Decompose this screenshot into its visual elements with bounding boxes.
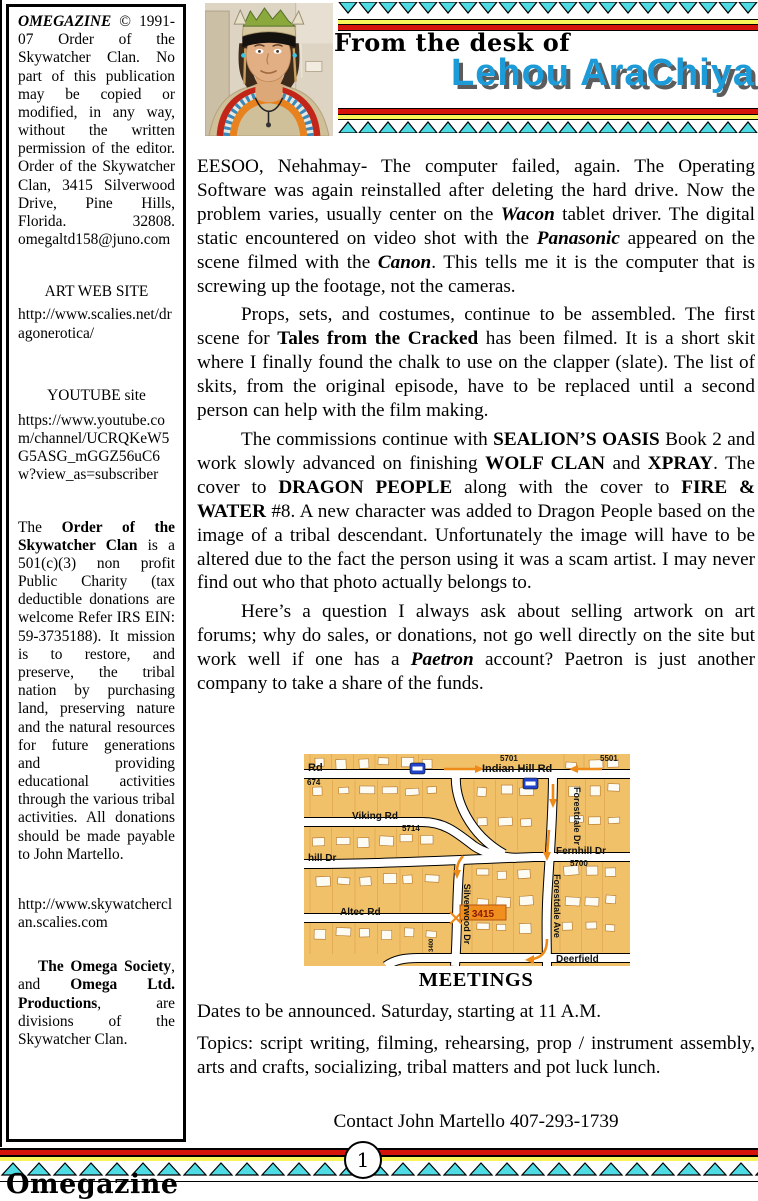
youtube-url: https://www.youtube.com/channel/UCRQKeW5G5ASG_mGGZ56uC6w?view_as=subscriber bbox=[18, 411, 170, 484]
map-label-fernhill-dr: Fernhill Dr bbox=[556, 846, 607, 857]
paragraph-commissions: The commissions continue with SEALION’S OASIS Book 2 and work slowly advanced on finishing WOLF CLAN and XPRAY. The cover to DRAGON PEOPLE along with the cover to FIRE & WATER #8. A new character was added to Dragon People based on the image of a tribal descendant. Unfortunately the image will have to be altered due to the fact the person using it was a scam artist. I may never find out who that photo actually belongs to. bbox=[197, 428, 755, 594]
sidebar bbox=[6, 4, 186, 1142]
map-label-forestdale-ave: Forestdale Ave bbox=[552, 874, 562, 938]
youtube-heading: YOUTUBE site bbox=[47, 386, 146, 404]
masthead-banner bbox=[334, 1, 758, 135]
map-label-hill-dr: hill Dr bbox=[308, 853, 337, 864]
page-edge-line bbox=[0, 0, 2, 1147]
map-label-viking-rd: Viking Rd bbox=[352, 811, 398, 822]
map-label-5501: 5501 bbox=[600, 754, 618, 763]
paragraph-paetron: Here’s a question I always ask about selling artwork on art forums; why do sales, or donations, not go well directly on the site but work well if one has a Paetron account? Paetron is just another company to take a share of the funds. bbox=[197, 601, 755, 695]
street-map bbox=[304, 754, 630, 966]
map-label-silverwood-dr: Silverwood Dr bbox=[462, 883, 472, 945]
map-label-3415: 3415 bbox=[471, 909, 495, 920]
art-web-site-heading: ART WEB SITE bbox=[44, 283, 149, 301]
charity-statement: The Order of the Skywatcher Clan is a 501(c)(3) non profit Public Charity (tax deductible donations are welcome Refer IRS EIN: 59-3735188). It mission is to restore, and preserve, the tribal nation by purchasing land, preserving nature and the natural resources for future generations and providing educational activities through the various tribal activities. All donations should be made payable to John Martello. bbox=[18, 518, 175, 863]
editorial-body bbox=[197, 155, 755, 701]
meetings-topics: Topics: script writing, filming, rehearsing, prop / instrument assembly, arts and crafts, socializing, tribal matters and pot luck lunch. bbox=[197, 1033, 755, 1079]
author-name: Lehou AraChiya bbox=[451, 52, 755, 94]
page-number-badge: 1 bbox=[344, 1141, 382, 1179]
meetings-dates: Dates to be announced. Saturday, starting at 11 A.M. bbox=[197, 1001, 602, 1022]
map-label-674: 674 bbox=[307, 778, 321, 787]
map-label-forestdale-dr: Forestdale Dr bbox=[572, 786, 582, 846]
meetings-heading: MEETINGS bbox=[418, 969, 534, 991]
meetings-contact: Contact John Martello 407-293-1739 bbox=[333, 1111, 619, 1132]
skywatcher-clan-url: http://www.skywatcherclan.scalies.com bbox=[18, 895, 173, 932]
map-label-indian-hill-rd: Indian Hill Rd bbox=[482, 763, 553, 775]
map-label-rd: Rd bbox=[308, 762, 323, 774]
author-photo bbox=[205, 3, 333, 136]
art-web-site-url: http://www.scalies.net/dragonerotica/ bbox=[18, 306, 172, 342]
bottom-decorative-band bbox=[338, 108, 758, 138]
triangle-strip-down bbox=[338, 2, 758, 14]
copyright-notice: OMEGAZINE © 1991-07 Order of the Skywatcher Clan. No part of this publication may be copied or modified, in any way, without the written permission of the editor. Order of the Skywatcher Clan, 3415 Silverwood Drive, Pine Hills, Florida. 32808. omegaltd158@juno.com bbox=[18, 13, 175, 249]
divisions-statement: The Omega Society, and Omega Ltd. Productions, are divisions of the Skywatcher Clan. bbox=[18, 958, 175, 1048]
paragraph-props: Props, sets, and costumes, continue to be assembled. The first scene for Tales from the Cracked has been filmed. It is a short skit where I finally found the chalk to use on the clapper (slate). The list of skits, from the original episode, have to be replaced until a second person can help with the film making. bbox=[197, 304, 755, 422]
omegazine-logo: Omegazine bbox=[6, 1169, 179, 1200]
map-label-3400: 3400 bbox=[429, 938, 435, 952]
map-label-deerfield: Deerfield bbox=[556, 954, 599, 965]
map-label-5700: 5700 bbox=[570, 859, 588, 868]
top-decorative-band bbox=[338, 1, 758, 31]
map-label-5714: 5714 bbox=[402, 824, 420, 833]
map-label-5701: 5701 bbox=[500, 754, 518, 763]
triangle-strip-up bbox=[338, 121, 758, 133]
map-label-altec-rd: Altec Rd bbox=[340, 907, 381, 918]
from-desk-caption: From the desk of bbox=[334, 28, 571, 57]
paragraph-computer: EESOO, Nehahmay- The computer failed, again. The Operating Software was again reinstalled after deleting the hard drive. Now the problem varies, usually center on the Wacon tablet driver. The digital static encountered on video shot with the Panasonic appeared on the scene filmed with the Canon. This tells me it is the computer that is screwing up the footage, not the cameras. bbox=[197, 156, 755, 297]
